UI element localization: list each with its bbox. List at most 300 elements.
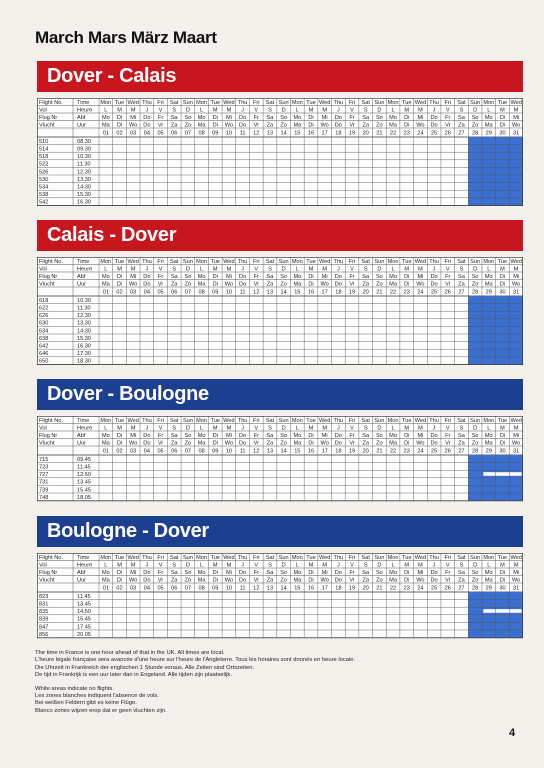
header-flight-label: Vlucht [39,440,55,447]
weekday-label: Do [143,440,151,447]
weekday-label: Mo [293,569,302,576]
day-number: 11 [239,289,246,296]
weekday-label: Fr [445,273,451,280]
weekday-label: L [104,266,108,273]
header-flight-label: Flight No. [39,417,63,424]
day-number: 18 [335,130,342,137]
weekday-label: S [363,107,368,114]
day-number: 14 [280,289,287,296]
weekday-label: Mi [321,569,328,576]
weekday-label: Zo [376,281,383,288]
weekday-label: Za [362,577,369,584]
weekday-label: Sat [361,258,370,265]
weekday-label: Ma [293,281,302,288]
weekday-label: Mo [197,432,206,439]
weekday-label: Zo [280,122,287,129]
weekday-label: M [117,107,122,114]
weekday-label: Vr [349,440,355,447]
weekday-label: Fr [349,114,355,121]
day-number: 08 [198,289,205,296]
weekday-label: Mo [389,114,397,121]
weekday-label: Ma [293,122,302,129]
weekday-label: Di [212,569,218,576]
weekday-label: Sa [362,432,370,439]
weekday-label: J [145,107,149,114]
no-flight-marker [483,472,521,476]
day-number: 21 [376,289,383,296]
weekday-label: Fri [444,417,452,424]
weekday-label: S [172,107,177,114]
timetable-grid [37,553,523,639]
weekday-label: Mon [100,554,112,561]
weekday-label: Wed [510,258,522,265]
weekday-label: Sun [470,417,481,424]
weekday-label: S [268,425,272,432]
weekday-label: Mi [417,114,424,121]
day-number: 17 [321,289,328,296]
weekday-label: Di [212,432,218,439]
weekday-label: Di [116,122,123,129]
weekday-label: Do [239,577,247,584]
flight-time: 11.30 [77,305,91,312]
weekday-label: Do [430,577,438,584]
weekday-label: Za [458,122,465,129]
header-flight-label: Vlucht [39,577,55,584]
weekday-label: J [336,425,340,432]
weekday-label: Mon [291,258,303,265]
flight-number: 727 [39,472,49,479]
weekday-label: Zo [376,122,383,129]
weekday-label: Sun [470,258,481,265]
weekday-label: Thu [237,417,248,424]
day-number: 16 [307,448,315,455]
day-number: 13 [266,289,274,296]
weekday-label: V [350,107,354,114]
weekday-label: J [432,562,436,569]
flight-time: 13.45 [77,479,91,486]
day-number: 04 [143,585,150,592]
weekday-label: Thu [429,99,439,106]
flight-time: 15.30 [77,335,91,342]
flight-number: 634 [39,328,49,335]
weekday-label: Vr [253,577,259,584]
weekday-label: Sat [170,99,179,106]
weekday-label: Mo [389,432,397,439]
weekday-label: Wed [318,99,331,106]
weekday-label: Wed [414,258,427,265]
day-number: 22 [389,448,397,455]
weekday-label: Mon [291,417,303,424]
weekday-label: Sun [470,554,481,561]
weekday-label: Wo [512,281,521,288]
flight-time: 11.45 [77,464,91,471]
header-time-label: Abf [77,114,86,121]
weekday-label: J [336,562,340,569]
day-number: 17 [321,130,328,137]
header-time-label: Time [77,258,90,265]
weekday-label: Mo [389,273,397,280]
weekday-label: Sun [374,99,385,106]
weekday-label: Mon [291,554,303,561]
weekday-label: Zo [184,440,192,447]
weekday-label: Mo [101,569,110,576]
flight-number: 534 [39,184,49,191]
weekday-label: Mo [389,569,397,576]
weekday-label: Di [499,273,506,280]
weekday-label: Di [308,440,314,447]
weekday-label: Do [239,569,247,576]
weekday-label: Di [499,122,506,129]
day-number: 12 [253,448,260,455]
header-time-label: Uur [77,577,87,584]
weekday-label: Di [499,432,506,439]
weekday-label: Wo [512,577,521,584]
weekday-label: Mon [483,99,495,106]
weekday-label: D [377,562,382,569]
day-number: 01 [102,130,109,137]
weekday-label: Mi [130,432,137,439]
day-number: 15 [294,130,301,137]
weekday-label: V [158,562,163,569]
weekday-label: Mi [225,432,232,439]
day-number: 04 [143,448,150,455]
weekday-label: Sa [266,432,274,439]
day-number: 05 [157,585,164,592]
day-number: 26 [444,130,451,137]
day-number: 16 [307,289,315,296]
weekday-label: Di [404,281,410,288]
weekday-label: Tue [306,99,316,106]
weekday-label: Za [362,281,369,288]
weekday-label: S [363,266,368,273]
day-number: 20 [362,289,369,296]
weekday-label: Vr [157,577,164,584]
day-number: 18 [335,448,342,455]
day-number: 01 [102,448,109,455]
day-number: 22 [389,130,397,137]
weekday-label: Wed [127,417,139,424]
weekday-label: S [459,266,464,273]
weekday-label: Do [334,440,342,447]
header-time-label: Abf [77,432,86,439]
weekday-label: Vr [157,281,164,288]
day-number: 28 [472,289,479,296]
day-number: 04 [143,289,150,296]
weekday-label: Wo [320,440,329,447]
day-number: 30 [499,289,506,296]
weekday-label: Sa [170,273,178,280]
weekday-label: Di [404,440,410,447]
flight-number: 823 [39,593,49,600]
weekday-label: Sat [361,99,370,106]
weekday-label: Do [239,122,247,129]
weekday-label: Sun [278,554,289,561]
flight-number: 748 [39,494,49,501]
day-number: 17 [321,585,328,592]
weekday-label: Zo [280,281,287,288]
weekday-label: Mi [321,114,328,121]
flight-number: 522 [39,161,49,168]
header-flight-label: Flight No. [39,554,63,561]
header-time-label: Abf [77,569,86,576]
header-time-label: Heure [77,266,93,273]
weekday-label: Zo [184,122,192,129]
weekday-label: Tue [210,258,220,265]
weekday-label: Thu [429,258,439,265]
weekday-label: Mi [417,432,424,439]
weekday-label: J [432,266,436,273]
weekday-label: Di [308,432,314,439]
weekday-label: Sun [182,417,193,424]
day-number: 24 [417,448,424,455]
weekday-label: Fri [348,417,356,424]
weekday-label: Mo [293,432,302,439]
weekday-label: Fri [444,554,452,561]
weekday-label: Tue [210,554,220,561]
weekday-label: L [295,266,299,273]
weekday-label: Mon [483,258,495,265]
weekday-label: Mi [321,432,328,439]
weekday-label: V [254,562,259,569]
day-number: 24 [417,585,424,592]
weekday-label: Tue [402,99,412,106]
weekday-label: Fr [445,114,451,121]
weekday-label: Mi [417,569,424,576]
weekday-label: So [280,114,288,121]
day-number: 28 [472,448,479,455]
weekday-label: S [172,562,177,569]
header-flight-label: Vol [39,266,47,273]
day-number: 31 [513,289,520,296]
weekday-label: M [130,107,136,114]
header-time-label: Time [77,417,90,424]
weekday-label: Di [308,281,314,288]
day-number: 31 [513,448,520,455]
weekday-label: Mo [101,432,110,439]
weekday-label: Do [239,273,247,280]
weekday-label: Za [170,122,178,129]
weekday-label: Vr [253,281,259,288]
flight-number: 847 [39,624,49,631]
page-number: 4 [509,727,516,739]
day-number: 24 [417,289,424,296]
weekday-label: M [117,425,122,432]
route-title: Dover - Boulogne [37,379,523,410]
weekday-label: Wed [318,258,331,265]
weekday-label: M [418,425,423,432]
day-number: 19 [348,448,356,455]
weekday-label: Fri [348,554,356,561]
weekday-label: Zo [184,577,192,584]
flight-time: 13.45 [77,601,91,608]
weekday-label: Thu [142,258,152,265]
day-number: 29 [485,585,492,592]
weekday-label: So [375,432,383,439]
day-number: 22 [389,585,397,592]
weekday-label: Ma [389,577,397,584]
day-number: 17 [321,448,328,455]
weekday-label: L [391,562,395,569]
weekday-label: D [377,266,382,273]
note-line: Blanco zones wijzen erop dat er geen vluchten zijn. [35,707,167,714]
header-flight-label: Flight No. [39,258,63,265]
weekday-label: Za [362,440,369,447]
weekday-label: Mon [387,554,399,561]
weekday-label: V [445,107,450,114]
weekday-label: M [308,562,314,569]
weekday-label: Vr [445,281,451,288]
weekday-label: L [487,425,491,432]
weekday-label: Do [334,281,342,288]
day-number: 29 [485,448,492,455]
weekday-label: Mi [130,114,137,121]
weekday-label: Mon [100,258,112,265]
day-number: 04 [143,130,150,137]
flight-number: 526 [39,169,49,176]
day-number: 30 [499,448,506,455]
weekday-label: Sun [374,417,385,424]
weekday-label: Mon [196,417,208,424]
weekday-label: Fri [253,417,260,424]
white-areas-note [35,686,475,716]
weekday-label: S [459,425,464,432]
route-section-dover-boulogne [37,379,523,502]
day-number: 31 [513,585,520,592]
weekday-label: Do [143,114,151,121]
weekday-label: Vr [445,122,451,129]
footnotes [35,650,475,719]
weekday-label: Sat [170,258,179,265]
header-time-label: Abf [77,273,86,280]
weekday-label: Vr [349,281,355,288]
weekday-label: Mon [483,554,495,561]
weekday-label: Ma [484,440,493,447]
weekday-label: Wo [129,122,138,129]
weekday-label: Thu [333,258,344,265]
weekday-label: M [322,107,328,114]
weekday-label: Sat [457,417,466,424]
header-time-label: Uur [77,440,87,447]
weekday-label: Wo [416,440,425,447]
weekday-label: L [391,425,395,432]
weekday-label: M [212,107,218,114]
weekday-label: M [500,107,505,114]
weekday-label: Fr [253,114,259,121]
weekday-label: Ma [293,577,302,584]
weekday-label: L [104,562,108,569]
weekday-label: M [117,562,122,569]
weekday-label: Wed [414,554,427,561]
day-number: 06 [171,448,178,455]
weekday-label: Sat [457,554,466,561]
weekday-label: Sa [266,569,274,576]
weekday-label: Ma [101,281,110,288]
no-flight-marker [483,609,521,613]
weekday-label: Do [430,273,438,280]
weekday-label: Ma [389,281,397,288]
note-line: White areas indicate no flights. [35,685,114,692]
weekday-label: M [404,266,410,273]
weekday-label: Di [404,273,410,280]
day-number: 03 [130,448,137,455]
weekday-label: Zo [280,440,287,447]
weekday-label: M [500,266,505,273]
day-number: 02 [116,448,123,455]
weekday-label: So [280,273,288,280]
note-line: De tijd in Frankrijk is een uur later dan in Engeland. Alle tijden zijn plaatselijk. [35,672,232,679]
day-number: 27 [458,130,465,137]
weekday-label: M [308,266,314,273]
weekday-label: Wo [224,440,234,447]
weekday-label: L [200,107,204,114]
weekday-label: Za [266,440,274,447]
day-number: 19 [348,585,356,592]
weekday-label: Ma [101,577,110,584]
weekday-label: Zo [184,281,192,288]
weekday-label: Di [116,273,123,280]
weekday-label: Wed [223,417,235,424]
flight-number: 839 [39,616,49,623]
weekday-label: J [336,107,340,114]
weekday-label: M [322,562,328,569]
weekday-label: M [130,266,136,273]
weekday-label: Mo [484,569,493,576]
route-title: Calais - Dover [37,220,523,251]
day-number: 15 [294,289,301,296]
weekday-label: Mon [387,258,399,265]
weekday-label: Ma [484,281,493,288]
weekday-label: Wo [224,122,234,129]
flight-time: 14.30 [77,184,91,191]
weekday-label: D [185,266,190,273]
day-number: 01 [102,585,109,592]
weekday-label: Di [308,569,314,576]
day-number: 21 [376,130,383,137]
weekday-label: Sat [361,417,370,424]
weekday-label: Do [143,281,151,288]
weekday-label: L [200,562,204,569]
weekday-label: Di [499,440,506,447]
weekday-label: D [185,107,190,114]
day-number: 10 [225,448,233,455]
weekday-label: S [459,107,464,114]
weekday-label: Tue [306,417,316,424]
weekday-label: Di [212,122,218,129]
day-number: 09 [212,585,219,592]
weekday-label: Mi [130,569,137,576]
flight-number: 723 [39,464,49,471]
weekday-label: Do [430,114,438,121]
day-number: 02 [116,585,123,592]
weekday-label: Wo [416,281,425,288]
flight-time: 13.30 [77,320,91,327]
day-number: 14 [280,585,287,592]
weekday-label: So [280,432,288,439]
weekday-label: D [281,425,286,432]
timetable-svg [37,553,523,639]
weekday-label: Do [334,273,342,280]
weekday-label: Mi [417,273,424,280]
weekday-label: Wed [510,554,522,561]
day-number: 07 [184,130,192,137]
header-time-label: Heure [77,425,93,432]
flight-number: 739 [39,487,49,494]
weekday-label: Mi [130,273,137,280]
flight-time: 12.30 [77,313,91,320]
weekday-label: Do [239,114,247,121]
weekday-label: Sun [182,99,193,106]
weekday-label: Fr [253,432,259,439]
